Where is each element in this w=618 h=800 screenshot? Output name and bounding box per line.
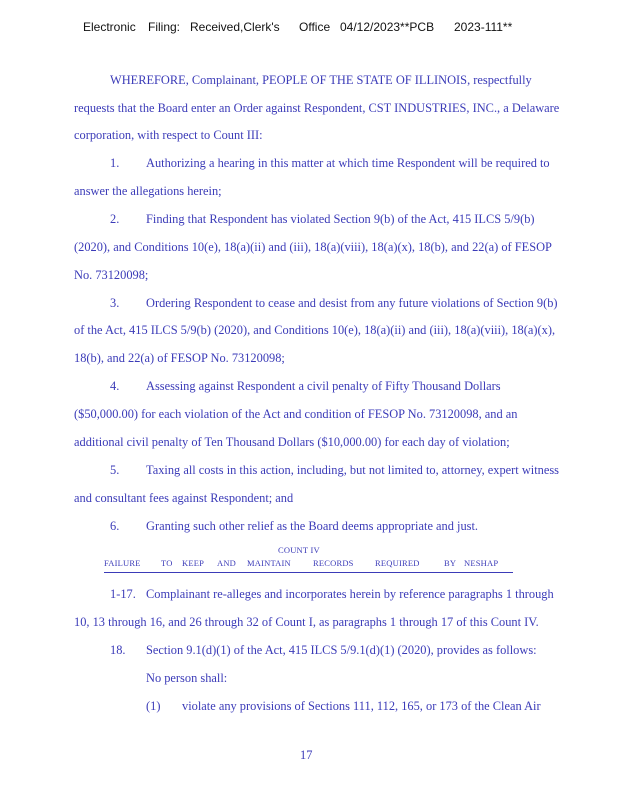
body-line: additional civil penalty of Ten Thousand Dollars ($10,000.00) for each day of violation; xyxy=(74,435,510,449)
body-line: Authorizing a hearing in this matter at which time Respondent will be required to xyxy=(146,156,550,170)
body-line: Granting such other relief as the Board deems appropriate and just. xyxy=(146,519,479,533)
item-number: (1) xyxy=(146,699,161,713)
heading-word: FAILURE xyxy=(104,558,141,568)
body-line: answer the allegations herein; xyxy=(74,184,222,198)
item-number: 2. xyxy=(110,212,120,226)
count-title: COUNT IV xyxy=(278,545,320,555)
header-word: Received,Clerk's xyxy=(190,20,280,34)
item-number: 4. xyxy=(110,379,120,393)
page-number: 17 xyxy=(300,748,313,762)
body-line: WHEREFORE, Complainant, PEOPLE OF THE STATE OF ILLINOIS, respectfully xyxy=(110,73,532,87)
body-line: violate any provisions of Sections 111, 112, 165, or 173 of the Clean Air xyxy=(182,699,541,713)
item-number: 5. xyxy=(110,463,120,477)
header-date: 04/12/2023**PCB xyxy=(340,20,435,34)
heading-word: AND xyxy=(217,558,237,568)
body-line: Section 9.1(d)(1) of the Act, 415 ILCS 5/9.1(d)(1) (2020), provides as follows: xyxy=(146,643,537,657)
body-line: requests that the Board enter an Order against Respondent, CST INDUSTRIES, INC., a Delaware xyxy=(74,101,560,115)
body-line: and consultant fees against Respondent; and xyxy=(74,491,294,505)
body-line: 18(b), and 22(a) of FESOP No. 73120098; xyxy=(74,351,285,365)
heading-word: REQUIRED xyxy=(375,558,420,568)
body-line: ($50,000.00) for each violation of the Act and condition of FESOP No. 73120098, and an xyxy=(74,407,518,421)
header-word: Electronic xyxy=(83,20,136,34)
body-line: (2020), and Conditions 10(e), 18(a)(ii) and (iii), 18(a)(viii), 18(a)(x), 18(b), and 22(a) of FESOP xyxy=(74,240,552,254)
header-word: Office xyxy=(299,20,331,34)
heading-word: BY xyxy=(444,558,457,568)
header-word: Filing: xyxy=(148,20,181,34)
heading-word: MAINTAIN xyxy=(247,558,291,568)
body-line: corporation, with respect to Count III: xyxy=(74,128,263,142)
body-line: Ordering Respondent to cease and desist from any future violations of Section 9(b) xyxy=(146,296,558,310)
header-case-number: 2023-111** xyxy=(454,20,513,34)
item-number: 1. xyxy=(110,156,120,170)
body-line: of the Act, 415 ILCS 5/9(b) (2020), and Conditions 10(e), 18(a)(ii) and (iii), 18(a)(viii), 18(a)(x), xyxy=(74,323,556,337)
count-heading xyxy=(104,545,513,573)
body-line: No. 73120098; xyxy=(74,268,149,282)
count-subtitle xyxy=(104,558,513,573)
body-line: No person shall: xyxy=(146,671,228,685)
item-number: 6. xyxy=(110,519,120,533)
body-line: Taxing all costs in this action, including, but not limited to, attorney, expert witness xyxy=(146,463,560,477)
body-line: Assessing against Respondent a civil penalty of Fifty Thousand Dollars xyxy=(146,379,501,393)
body-line: Finding that Respondent has violated Section 9(b) of the Act, 415 ILCS 5/9(b) xyxy=(146,212,535,226)
body-line: 10, 13 through 16, and 26 through 32 of Count I, as paragraphs 1 through 17 of this Count IV. xyxy=(74,615,539,629)
heading-word: TO xyxy=(161,558,173,568)
item-number: 1-17. xyxy=(110,587,136,601)
item-number: 18. xyxy=(110,643,126,657)
body-line: Complainant re-alleges and incorporates herein by reference paragraphs 1 through xyxy=(146,587,554,601)
heading-word: NESHAP xyxy=(464,558,499,568)
heading-word: RECORDS xyxy=(313,558,354,568)
filing-stamp-header xyxy=(83,20,603,36)
heading-word: KEEP xyxy=(182,558,205,568)
item-number: 3. xyxy=(110,296,120,310)
